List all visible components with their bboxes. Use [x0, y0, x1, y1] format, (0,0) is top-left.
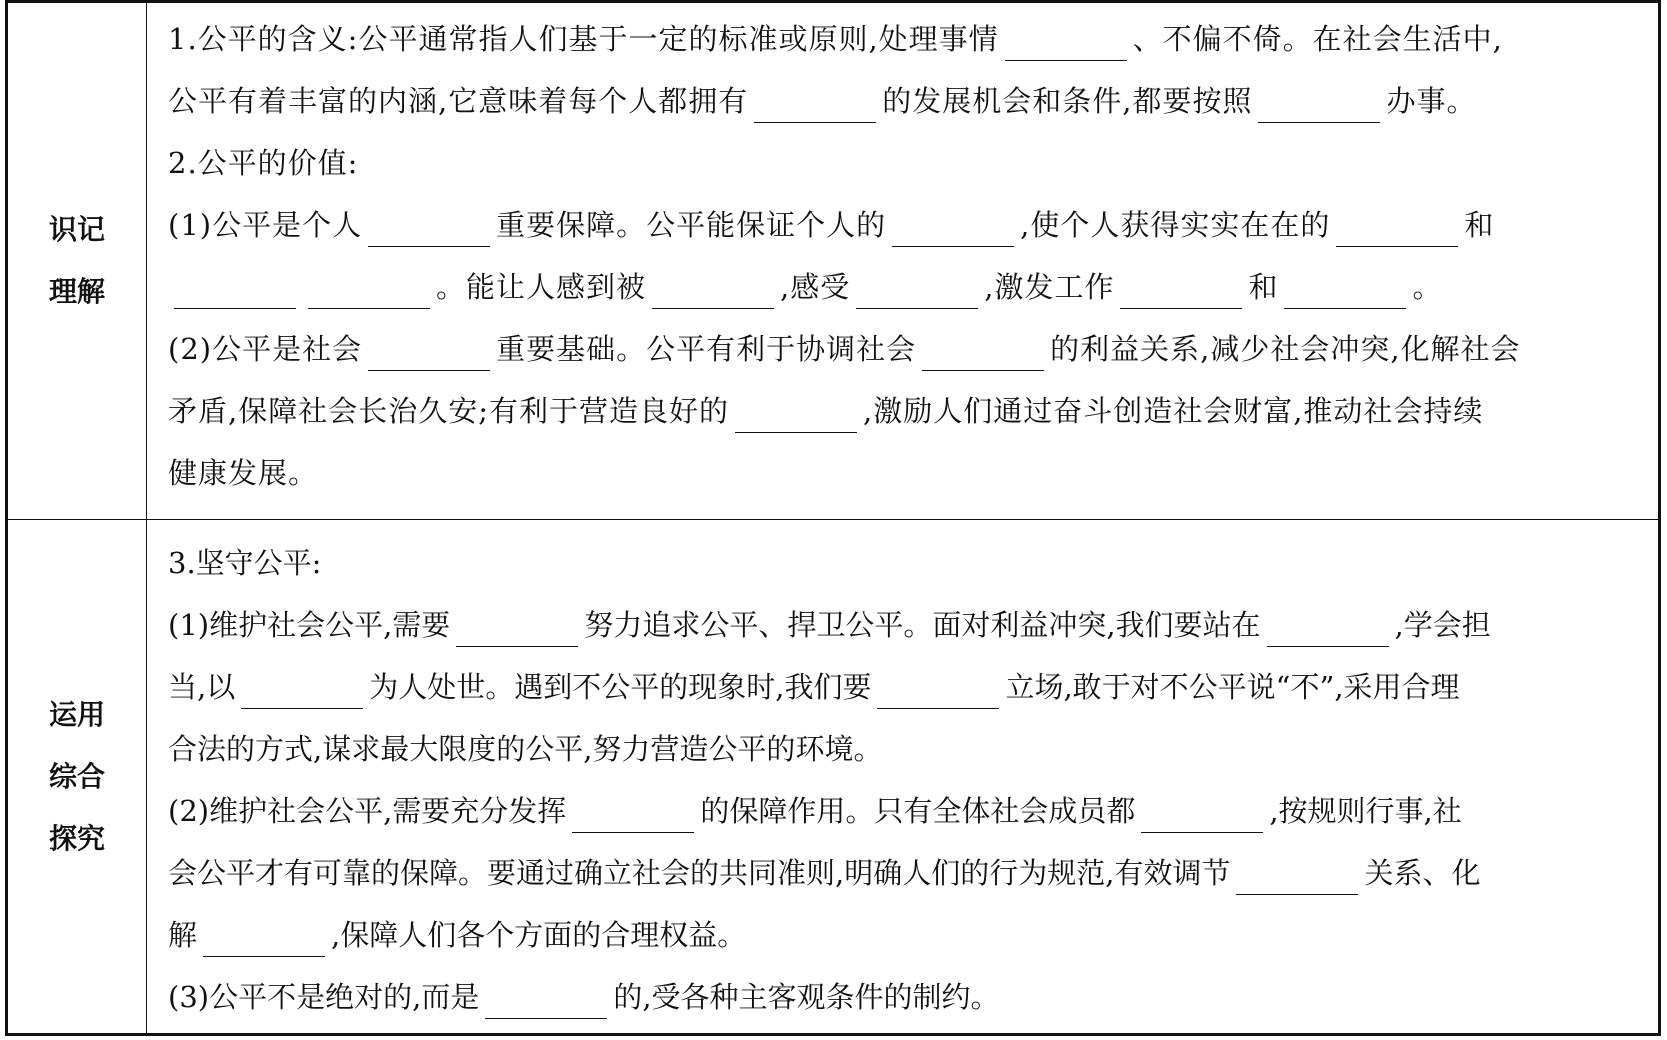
section-label-text	[49, 199, 105, 323]
text-segment: 的,受各种主客观条件的制约。	[613, 980, 1000, 1014]
text-segment: 关系、化	[1364, 856, 1481, 890]
text-segment: 健康发展。	[168, 456, 319, 490]
text-line	[168, 904, 1640, 966]
fill-in-blank[interactable]	[1284, 268, 1406, 309]
text-segment: (1)维护社会公平,需要	[168, 608, 451, 642]
fill-in-blank[interactable]	[856, 268, 978, 309]
fill-in-blank[interactable]	[892, 206, 1014, 247]
worksheet-table	[5, 0, 1661, 1036]
text-segment: ,保障人们各个方面的合理权益。	[331, 918, 747, 952]
text-line	[168, 842, 1640, 904]
text-segment: 和	[1248, 270, 1279, 304]
text-segment: 矛盾,保障社会长治久安;有利于营造良好的	[168, 394, 729, 428]
text-segment: 3.坚守公平:	[168, 546, 322, 580]
fill-in-blank[interactable]	[203, 916, 325, 957]
section-content	[168, 532, 1640, 1028]
text-line	[168, 780, 1640, 842]
text-line	[168, 718, 1640, 780]
text-line	[168, 380, 1640, 442]
text-segment: 为人处世。遇到不公平的现象时,我们要	[369, 670, 872, 704]
text-segment: 努力追求公平、捍卫公平。面对利益冲突,我们要站在	[584, 608, 1261, 642]
text-segment: (2)维护社会公平,需要充分发挥	[168, 794, 567, 828]
text-line	[168, 966, 1640, 1028]
text-line	[168, 318, 1640, 380]
fill-in-blank[interactable]	[652, 268, 774, 309]
text-segment: 重要基础。公平有利于协调社会	[496, 332, 917, 366]
section-apply	[8, 520, 1658, 1033]
text-segment: (2)公平是社会	[168, 332, 363, 366]
text-segment: 合法的方式,谋求最大限度的公平,努力营造公平的环境。	[168, 732, 883, 766]
text-line	[168, 442, 1640, 504]
text-line	[168, 194, 1640, 256]
fill-in-blank[interactable]	[1005, 20, 1127, 61]
text-segment: ,按规则行事,社	[1269, 794, 1462, 828]
fill-in-blank[interactable]	[1267, 606, 1389, 647]
text-segment: 和	[1464, 208, 1495, 242]
text-line	[168, 656, 1640, 718]
text-segment: 、不偏不倚。在社会生活中,	[1132, 22, 1503, 56]
fill-in-blank[interactable]	[735, 392, 857, 433]
section-label-line: 识记	[48, 213, 105, 246]
text-line	[168, 256, 1640, 318]
fill-in-blank[interactable]	[456, 606, 578, 647]
text-segment: 立场,敢于对不公平说“不”,采用合理	[1005, 670, 1460, 704]
section-label-line: 综合	[48, 759, 105, 793]
text-segment: ,激发工作	[984, 270, 1115, 304]
fill-in-blank[interactable]	[1141, 792, 1263, 833]
fill-in-blank[interactable]	[485, 978, 607, 1019]
fill-in-blank[interactable]	[1336, 206, 1458, 247]
fill-in-blank[interactable]	[754, 82, 876, 123]
text-segment: 解	[168, 918, 198, 952]
text-segment: 的发展机会和条件,都要按照	[882, 84, 1253, 118]
fill-in-blank[interactable]	[308, 268, 430, 309]
text-segment: ,学会担	[1394, 608, 1491, 642]
text-segment: 。能让人感到被	[436, 270, 647, 304]
text-line	[168, 594, 1640, 656]
text-line	[168, 8, 1640, 70]
section-label	[8, 3, 146, 519]
text-segment: (1)公平是个人	[168, 208, 363, 242]
text-line	[168, 532, 1640, 594]
section-recall	[8, 3, 1658, 519]
section-label	[8, 520, 146, 1033]
text-segment: ,激励人们通过奋斗创造社会财富,推动社会持续	[863, 394, 1484, 428]
section-label-line: 运用	[48, 697, 105, 731]
fill-in-blank[interactable]	[922, 330, 1044, 371]
text-segment: (3)公平不是绝对的,而是	[168, 980, 480, 1014]
text-line	[168, 70, 1640, 132]
fill-in-blank[interactable]	[1258, 82, 1380, 123]
section-content	[168, 8, 1640, 504]
section-label-line: 探究	[48, 821, 105, 855]
section-label-text	[49, 684, 105, 870]
fill-in-blank[interactable]	[1236, 854, 1358, 895]
text-line	[168, 132, 1640, 194]
fill-in-blank[interactable]	[1120, 268, 1242, 309]
fill-in-blank[interactable]	[241, 668, 363, 709]
text-segment: 办事。	[1386, 84, 1477, 118]
text-segment: 当,以	[168, 670, 236, 704]
text-segment: 。	[1412, 270, 1443, 304]
fill-in-blank[interactable]	[572, 792, 694, 833]
fill-in-blank[interactable]	[368, 330, 490, 371]
text-segment: 的利益关系,减少社会冲突,化解社会	[1050, 332, 1521, 366]
text-segment: 的保障作用。只有全体社会成员都	[700, 794, 1136, 828]
text-segment: 重要保障。公平能保证个人的	[496, 208, 887, 242]
text-segment: 2.公平的价值:	[168, 146, 359, 180]
text-segment: ,使个人获得实实在在的	[1020, 208, 1331, 242]
section-label-line: 理解	[48, 275, 105, 308]
text-segment: ,感受	[780, 270, 851, 304]
fill-in-blank[interactable]	[877, 668, 999, 709]
text-segment: 会公平才有可靠的保障。要通过确立社会的共同准则,明确人们的行为规范,有效调节	[168, 856, 1231, 890]
text-segment: 公平有着丰富的内涵,它意味着每个人都拥有	[168, 84, 749, 118]
fill-in-blank[interactable]	[174, 268, 296, 309]
text-segment: 1.公平的含义:公平通常指人们基于一定的标准或原则,处理事情	[168, 22, 999, 56]
fill-in-blank[interactable]	[368, 206, 490, 247]
